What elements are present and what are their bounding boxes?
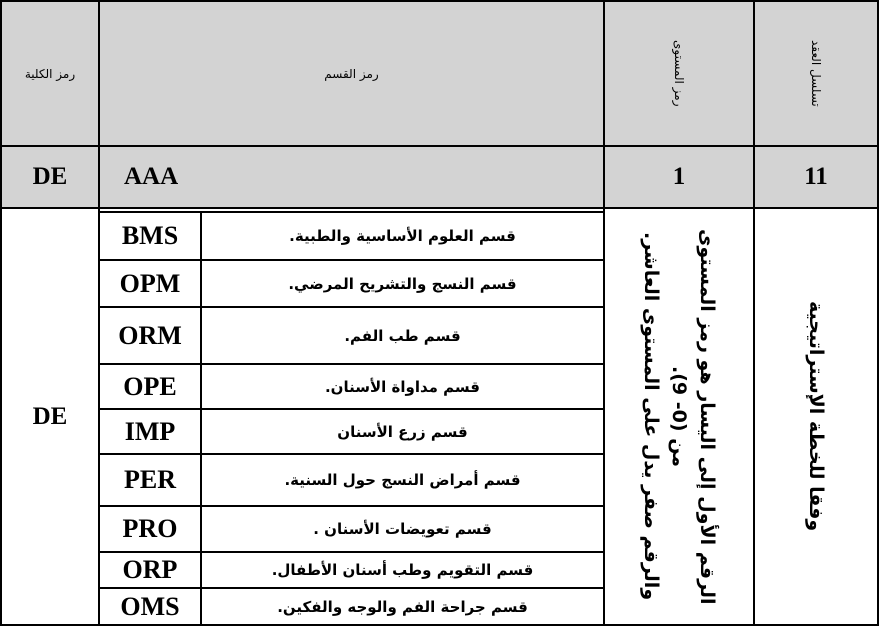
column-divider (98, 0, 100, 626)
level-note (637, 229, 721, 605)
table-border-bottom (0, 624, 879, 626)
table-border-top (0, 0, 879, 2)
department-code: IMP (124, 416, 176, 446)
department-code: ORP (122, 555, 178, 584)
level-note-line: والرقم صفر يدل على المستوى العاشر. (640, 232, 662, 601)
body-faculty: DE (32, 402, 68, 430)
department-name: قسم طب الفم. (344, 326, 461, 345)
header-decade-sequence: تسلسل العقد (809, 40, 823, 107)
department-code: ORM (118, 320, 182, 350)
summary-department: AAA (124, 163, 179, 190)
department-code: OPM (119, 268, 181, 298)
header-faculty-code: رمز الكلية (24, 66, 76, 81)
department-code: BMS (121, 221, 179, 250)
summary-faculty: DE (32, 163, 68, 190)
department-divider (98, 453, 605, 455)
department-divider (98, 259, 605, 261)
department-name: قسم جراحة الفم والوجه والفكين. (277, 597, 528, 616)
department-name: قسم مداواة الأسنان. (324, 377, 481, 396)
department-name: قسم العلوم الأساسية والطبية. (289, 227, 516, 245)
header-level-code-cell (605, 2, 753, 145)
level-note-line: الرقم الأول إلى اليسار هو رمز المستوى (696, 228, 718, 605)
department-divider (98, 363, 605, 365)
column-divider (753, 0, 755, 626)
row-divider (0, 207, 879, 209)
department-divider (98, 306, 605, 308)
department-name: قسم أمراض النسج حول السنية. (284, 471, 521, 489)
department-divider (98, 587, 605, 589)
department-divider (98, 551, 605, 553)
department-name: قسم النسج والتشريح المرضي. (288, 274, 517, 293)
department-code: OPE (123, 371, 177, 401)
summary-sequence: 11 (804, 163, 828, 190)
column-divider (603, 0, 605, 626)
header-level-code: رمز المستوى (672, 40, 686, 107)
department-name: قسم زرع الأسنان (337, 422, 468, 441)
department-code: PER (124, 465, 176, 494)
level-note-cell (605, 209, 753, 624)
department-divider (98, 408, 605, 410)
department-name: قسم التقويم وطب أسنان الأطفال. (271, 561, 534, 579)
department-name: قسم تعويضات الأسنان . (313, 520, 492, 538)
header-department-code: رمز القسم (324, 66, 379, 81)
summary-level: 1 (672, 163, 686, 190)
header-sequence-cell (755, 2, 877, 145)
department-divider (98, 505, 605, 507)
table-border-left (0, 0, 2, 626)
sequence-note-cell (755, 209, 877, 624)
sequence-note: وفقا للخطة الإستراتيجية (805, 301, 827, 532)
level-note-line: من (0- 9). (668, 365, 690, 468)
row-divider (0, 145, 879, 147)
department-code: PRO (122, 514, 178, 543)
column-divider (200, 211, 202, 626)
department-code: OMS (120, 591, 180, 621)
department-divider (98, 211, 605, 213)
